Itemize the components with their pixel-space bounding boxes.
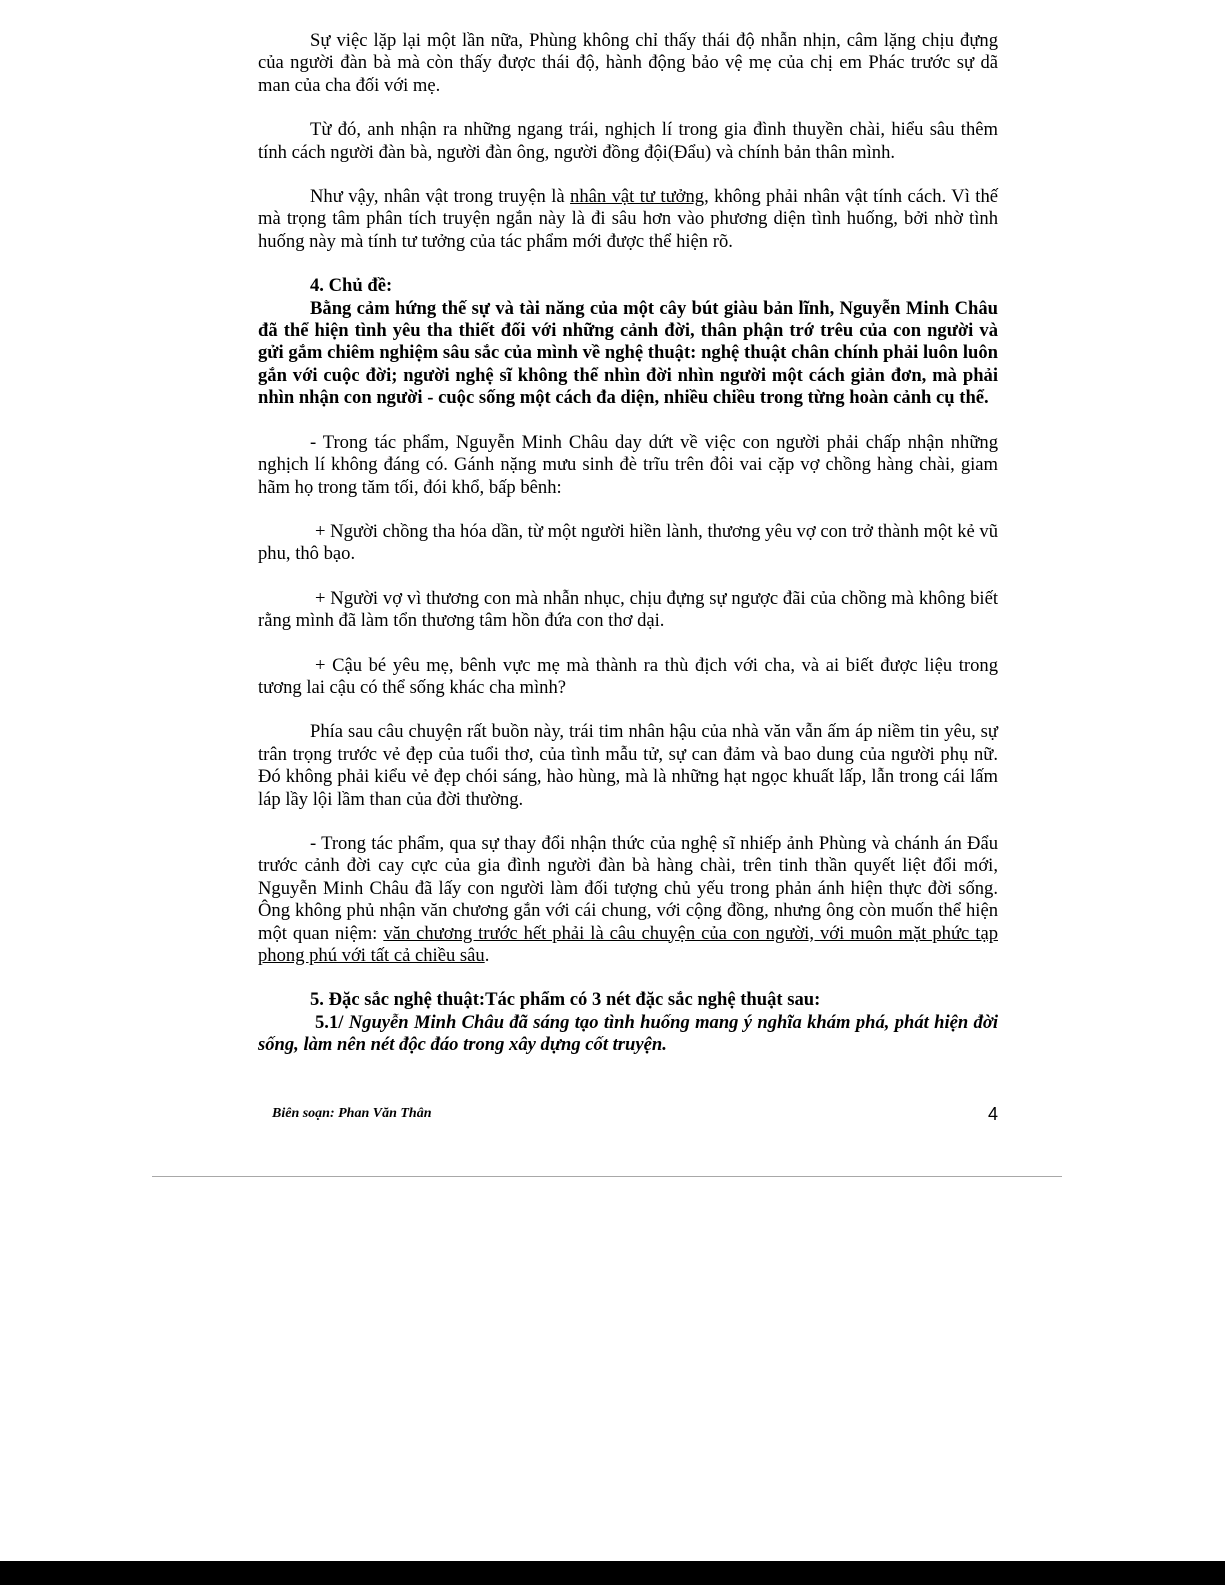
- text-run: - Trong tác phẩm, qua sự thay đổi nhận thức của nghệ sĩ nhiếp ảnh Phùng và chánh án Đẩu trước cảnh đời cay cực của gia đình người đàn bà hàng chài, trên tinh thần quyết liệt đổi mới, Nguyễn Minh Châu đã lấy con người làm đối tượng chủ yếu trong phản ánh hiện thực đời sống. Ông không phủ nhận văn chương gắn với cái chung, với cộng đồng, nhưng ông còn muốn thể hiện một quan niệm:: [258, 832, 998, 944]
- underlined-term: nhân vật tư tưởng: [570, 186, 705, 208]
- underlined-quote: văn chương trước hết phải là câu chuyện của con người, với muôn mặt phức tạp phong phú với tất cả chiều sâu: [258, 922, 998, 966]
- bullet-item: + Người vợ vì thương con mà nhẫn nhục, chịu đựng sự ngược đãi của chồng mà không biết rằng mình đã làm tổn thương tâm hồn đứa con thơ dại.: [258, 587, 998, 632]
- bottom-bar: [0, 1561, 1225, 1585]
- paragraph: Sự việc lặp lại một lần nữa, Phùng không chỉ thấy thái độ nhẫn nhịn, câm lặng chịu đựng của người đàn bà mà còn thấy được thái độ, hành động bảo vệ mẹ của chị em Phác trước sự dã man của cha đối với mẹ.: [258, 30, 998, 96]
- bullet-item: + Cậu bé yêu mẹ, bênh vực mẹ mà thành ra thù địch với cha, và ai biết được liệu trong tương lai cậu có thể sống khác cha mình?: [258, 654, 998, 698]
- subsection-number: 5.1/: [315, 1011, 349, 1033]
- document-page: [258, 30, 998, 1057]
- paragraph: [258, 833, 998, 967]
- subsection-heading-5-1: [258, 1012, 998, 1057]
- subsection-title: Nguyễn Minh Châu đã sáng tạo tình huống mang ý nghĩa khám phá, phát hiện đời sống, làm nên nét độc đáo trong xây dựng cốt truyện.: [258, 1011, 998, 1056]
- text-run: , không phải nhân vật tính cách. Vì thế mà trọng tâm phân tích truyện ngắn này là đi sâu hơn vào phương diện tình huống, bởi nhờ tình huống này mà tính tư tưởng của tác phẩm mới được thể hiện rõ.: [258, 186, 999, 252]
- section-heading-5: 5. Đặc sắc nghệ thuật:Tác phẩm có 3 nét đặc sắc nghệ thuật sau:: [310, 989, 821, 1011]
- bullet-item: + Người chồng tha hóa dần, từ một người hiền lành, thương yêu vợ con trở thành một kẻ vũ phu, thô bạo.: [258, 520, 998, 565]
- section-heading-4: 4. Chủ đề:: [310, 275, 393, 297]
- paragraph: Phía sau câu chuyện rất buồn này, trái tim nhân hậu của nhà văn vẫn ấm áp niềm tin yêu, sự trân trọng trước vẻ đẹp của tuổi thơ, của tình mẫu tử, sự can đảm và bao dung của người phụ nữ. Đó không phải kiểu vẻ đẹp chói sáng, hào hùng, mà là những hạt ngọc khuất lấp, lẫn trong cái lấm láp lầy lội lầm than của đời thường.: [258, 721, 998, 810]
- page-separator: [152, 1176, 1062, 1177]
- text-run: .: [484, 945, 490, 966]
- text-run: Như vậy, nhân vật trong truyện là: [310, 186, 571, 208]
- theme-statement: Bằng cảm hứng thế sự và tài năng của một cây bút giàu bản lĩnh, Nguyễn Minh Châu đã thể hiện tình yêu tha thiết đối với những cảnh đời, thân phận trớ trêu của con người và gửi gắm chiêm nghiệm sâu sắc của mình về nghệ thuật: nghệ thuật chân chính phải luôn luôn gắn với cuộc đời; người nghệ sĩ không thể nhìn đời nhìn người một cách giản đơn, mà phải nhìn nhận con người - cuộc sống một cách đa diện, nhiều chiều trong từng hoàn cảnh cụ thể.: [258, 297, 998, 409]
- page-footer: [272, 1106, 998, 1122]
- paragraph: Từ đó, anh nhận ra những ngang trái, nghịch lí trong gia đình thuyền chài, hiểu sâu thêm tính cách người đàn bà, người đàn ông, người đồng đội(Đẩu) và chính bản thân mình.: [258, 119, 998, 163]
- paragraph: - Trong tác phẩm, Nguyễn Minh Châu day dứt về việc con người phải chấp nhận những nghịch lí không đáng có. Gánh nặng mưu sinh đè trĩu trên đôi vai cặp vợ chồng hàng chài, giam hãm họ trong tăm tối, đói khổ, bấp bênh:: [258, 431, 998, 498]
- paragraph: [258, 186, 998, 253]
- footer-author: Biên soạn: Phan Văn Thân: [272, 1106, 432, 1121]
- page-number: 4: [987, 1104, 998, 1124]
